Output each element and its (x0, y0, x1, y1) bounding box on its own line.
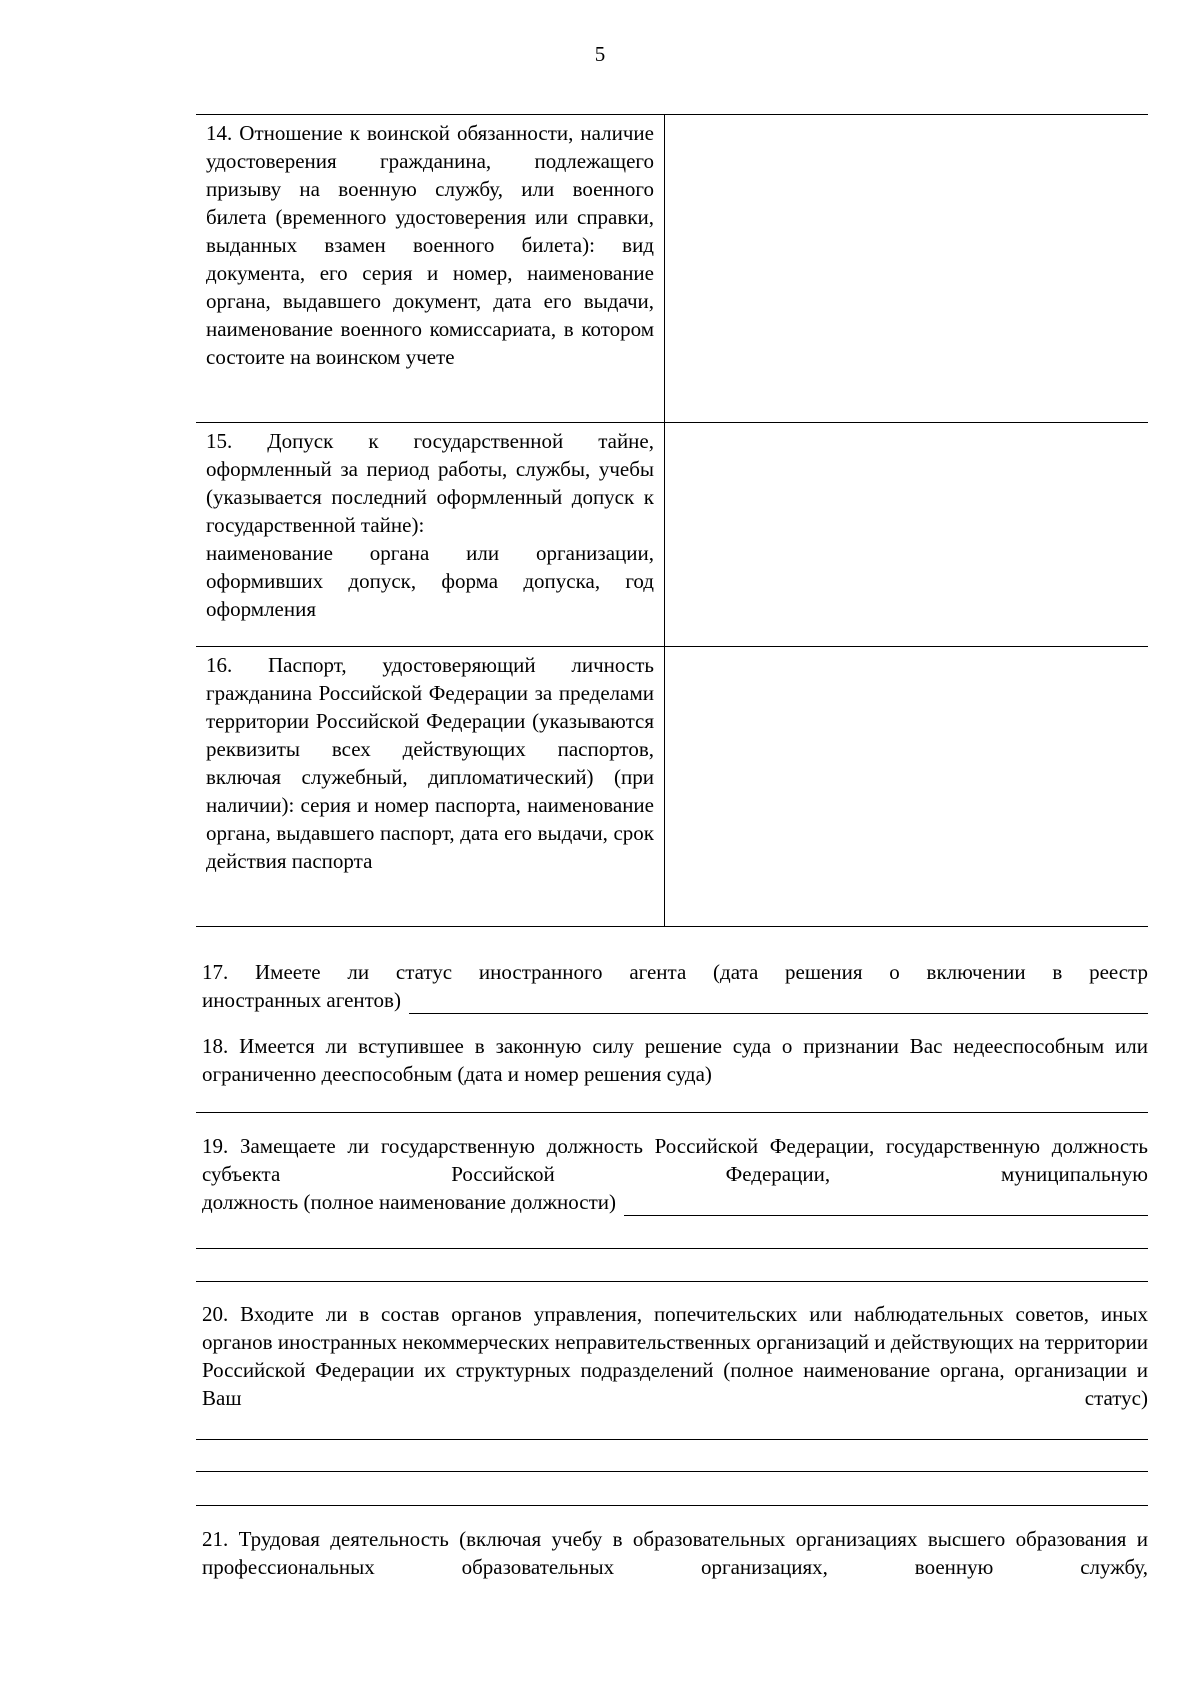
item-17 (202, 958, 1148, 1014)
item-18-answer-line[interactable] (196, 1112, 1148, 1113)
item-19-line-2 (202, 1188, 1148, 1216)
item-17-answer-line[interactable] (409, 989, 1148, 1014)
item-17-line-2 (202, 986, 1148, 1014)
item-17-line-1: 17. Имеете ли статус иностранного агента (дата решения о включении в реестр (202, 960, 1148, 984)
item-19-text: 19. Замещаете ли государственную должность Российской Федерации, государственную должность субъекта Российской Федерации, муниципальную (202, 1134, 1148, 1186)
item-19-label: должность (полное наименование должности) (202, 1190, 617, 1214)
answer-cell-15[interactable] (665, 423, 1149, 647)
answer-cell-16[interactable] (665, 647, 1149, 927)
item-20: 20. Входите ли в состав органов управления, попечительских или наблюдательных советов, иных органов иностранных некоммерческих неправительственных организаций и действующих на территории Российской Федерации их структурных подразделений (полное наименование органа, организации и Ваш статус) (202, 1302, 1148, 1410)
table-row (196, 647, 1148, 927)
question-cell-14: 14. Отношение к воинской обязанности, наличие удостоверения гражданина, подлежащего призыву на военную службу, или военного билета (временного удостоверения или справки, выданных взамен военного билета): вид документа, его серия и номер, наименование органа, выдавшего документ, дата его выдачи, наименование военного комиссариата, в котором состоите на воинском учете (196, 115, 665, 423)
item-20-answer-line-1[interactable] (196, 1439, 1148, 1440)
item-19-answer-line-3[interactable] (196, 1281, 1148, 1282)
table-row (196, 115, 1148, 423)
question-cell-16: 16. Паспорт, удостоверяющий личность гражданина Российской Федерации за пределами территории Российской Федерации (указываются реквизиты всех действующих паспортов, включая служебный, дипломатический) (при наличии): серия и номер паспорта, наименование органа, выдавшего паспорт, дата его выдачи, срок действия паспорта (196, 647, 665, 927)
item-18: 18. Имеется ли вступившее в законную силу решение суда о признании Вас недееспособным или ограниченно дееспособным (дата и номер решения суда) (202, 1034, 1148, 1086)
item-21: 21. Трудовая деятельность (включая учебу в образовательных организациях высшего образования и профессиональных образовательных организациях, военную службу, (202, 1527, 1148, 1579)
item-17-label: иностранных агентов) (202, 988, 401, 1012)
item-20-answer-line-2[interactable] (196, 1471, 1148, 1472)
question-15-continuation: наименование органа или организации, оформивших допуск, форма допуска, год оформления (206, 541, 654, 621)
item-20-answer-line-3[interactable] (196, 1505, 1148, 1506)
question-cell-15 (196, 423, 665, 647)
answer-cell-14[interactable] (665, 115, 1149, 423)
questionnaire-table (196, 114, 1148, 927)
question-15-text: 15. Допуск к государственной тайне, оформленный за период работы, службы, учебы (указывается последний оформленный допуск к государственной тайне): (206, 429, 654, 537)
table-row (196, 423, 1148, 647)
page-number: 5 (594, 42, 606, 66)
item-19-answer-line-2[interactable] (196, 1248, 1148, 1249)
item-19-answer-line-1[interactable] (624, 1191, 1148, 1216)
item-19 (202, 1132, 1148, 1216)
